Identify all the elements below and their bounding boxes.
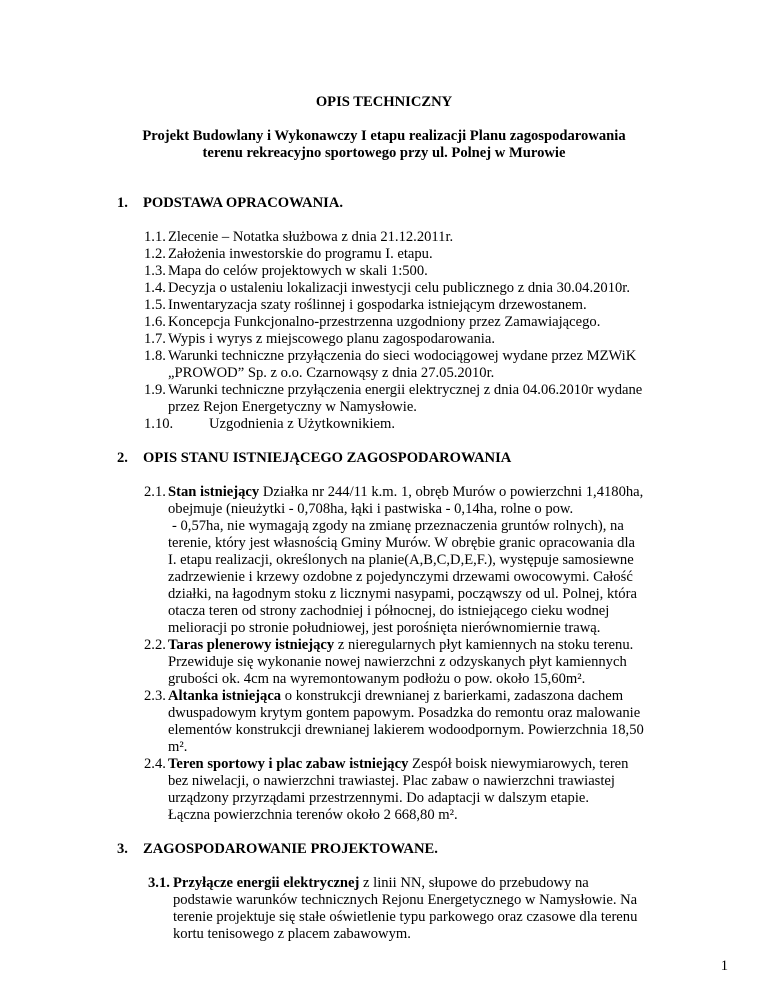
- list-item-2-3-bold-label: Altanka istniejąca: [168, 688, 282, 704]
- list-item-3-1-line-2: podstawie warunków technicznych Rejonu Energetycznego w Namysłowie. Na: [173, 892, 638, 908]
- list-item-2-1-line-4: terenie, który jest własnością Gminy Murów. W obrębie granic opracowania dla: [168, 535, 635, 551]
- section-2-heading: OPIS STANU ISTNIEJĄCEGO ZAGOSPODAROWANIA: [143, 450, 512, 466]
- list-item-2-1-line-1: Stan istniejący Działka nr 244/11 k.m. 1, obręb Murów o powierzchni 1,4180ha,: [168, 484, 644, 500]
- list-item-1-3: Mapa do celów projektowych w skali 1:500.: [168, 263, 428, 279]
- list-item-1-8-line-1: Warunki techniczne przyłączenia do sieci wodociągowej wydane przez MZWiK: [168, 348, 637, 364]
- list-item-1-1-number: 1.1.: [144, 229, 166, 245]
- section-3-heading: ZAGOSPODAROWANIE PROJEKTOWANE.: [143, 841, 438, 857]
- list-item-2-1-line-6: zadrzewienie i krzewy ozdobne z pojedynczymi drzewami owocowymi. Całość: [168, 569, 633, 585]
- section-1-number: 1.: [117, 195, 128, 211]
- list-item-1-5-number: 1.5.: [144, 297, 166, 313]
- list-item-1-10-number: 1.10.: [144, 416, 174, 432]
- list-item-2-2-line-2: Przewiduje się wykonanie nowej nawierzchni z odzyskanych płyt kamiennych: [168, 654, 627, 670]
- list-item-2-3-line-2: dwuspadowym krytym gontem papowym. Posadzka do remontu oraz malowanie: [168, 705, 641, 721]
- list-item-2-1-line-3: - 0,57ha, nie wymagają zgody na zmianę przeznaczenia gruntów rolnych), na: [172, 518, 624, 534]
- list-item-3-1-bold-label: Przyłącze energii elektrycznej: [173, 875, 360, 891]
- document-title: OPIS TECHNICZNY: [315, 94, 453, 110]
- list-item-2-2-line-1: Taras plenerowy istniejący z nieregularnych płyt kamiennych na stoku terenu.: [168, 637, 634, 653]
- list-item-2-1-line-7: działki, na łagodnym stoku z licznymi nasypami, począwszy od ul. Polnej, która: [168, 586, 637, 602]
- list-item-1-10: Uzgodnienia z Użytkownikiem.: [209, 416, 396, 432]
- list-item-2-4-bold-label: Teren sportowy i plac zabaw istniejący: [168, 756, 409, 772]
- list-item-3-1-line-1: Przyłącze energii elektrycznej z linii NN, słupowe do przebudowy na: [173, 875, 589, 891]
- list-item-1-9-line-2: przez Rejon Energetyczny w Namysłowie.: [168, 399, 417, 415]
- list-item-1-9-number: 1.9.: [144, 382, 166, 398]
- list-item-2-3-line-4: m².: [168, 739, 188, 755]
- list-item-1-7: Wypis i wyrys z miejscowego planu zagospodarowania.: [168, 331, 495, 347]
- list-item-1-2: Założenia inwestorskie do programu I. etapu.: [168, 246, 433, 262]
- list-item-2-1-line-5: I. etapu realizacji, określonych na planie(A,B,C,D,E,F.), występuje samosiewne: [168, 552, 634, 568]
- list-item-2-3-number: 2.3.: [144, 688, 166, 704]
- list-item-2-1-number: 2.1.: [144, 484, 166, 500]
- list-item-2-4-line-2: bez niwelacji, o nawierzchni trawiastej. Plac zabaw o nawierzchni trawiastej: [168, 773, 615, 789]
- list-item-2-1-line-2: obejmuje (nieużytki - 0,708ha, łąki i pastwiska - 0,14ha, rolne o pow.: [168, 501, 574, 517]
- list-item-1-6: Koncepcja Funkcjonalno-przestrzenna uzgodniony przez Zamawiającego.: [168, 314, 601, 330]
- list-item-1-2-number: 1.2.: [144, 246, 166, 262]
- list-item-2-4-number: 2.4.: [144, 756, 166, 772]
- list-item-1-8-number: 1.8.: [144, 348, 166, 364]
- list-item-2-2-bold-label: Taras plenerowy istniejący: [168, 637, 335, 653]
- list-item-1-4: Decyzja o ustaleniu lokalizacji inwestycji celu publicznego z dnia 30.04.2010r.: [168, 280, 630, 296]
- list-item-2-1-line-8: otacza teren od strony zachodniej i północnej, do istniejącego cieku wodnej: [168, 603, 610, 619]
- list-item-2-2-line-3: grubości ok. 4cm na wyremontowanym podłożu o pow. około 15,60m².: [168, 671, 586, 687]
- list-item-1-4-number: 1.4.: [144, 280, 166, 296]
- list-item-2-1-bold-label: Stan istniejący: [168, 484, 260, 500]
- list-item-2-3-line-3: elementów konstrukcji drewnianej lakierem wodoodpornym. Powierzchnia 18,50: [168, 722, 644, 738]
- list-item-3-1-number: 3.1.: [148, 875, 170, 891]
- list-item-2-4-line-1: Teren sportowy i plac zabaw istniejący Zespół boisk niewymiarowych, teren: [168, 756, 629, 772]
- list-item-1-9-line-1: Warunki techniczne przyłączenia energii elektrycznej z dnia 04.06.2010r wydane: [168, 382, 643, 398]
- list-item-3-1-line-4: kortu tenisowego z placem zabawowym.: [173, 926, 411, 942]
- list-item-2-4-line-3: urządzony przyrządami przestrzennymi. Do adaptacji w dalszym etapie.: [168, 790, 590, 806]
- list-item-1-6-number: 1.6.: [144, 314, 166, 330]
- list-item-1-5: Inwentaryzacja szaty roślinnej i gospodarka istniejącym drzewostanem.: [168, 297, 587, 313]
- list-item-2-4-line-4: Łączna powierzchnia terenów około 2 668,80 m².: [168, 807, 458, 823]
- list-item-2-3-line-1: Altanka istniejąca o konstrukcji drewnianej z barierkami, zadaszona dachem: [168, 688, 624, 704]
- list-item-1-3-number: 1.3.: [144, 263, 166, 279]
- list-item-2-2-number: 2.2.: [144, 637, 166, 653]
- list-item-2-1-line-9: melioracji po stronie południowej, jest porośnięta nierównomiernie trawą.: [168, 620, 601, 636]
- list-item-1-7-number: 1.7.: [144, 331, 166, 347]
- section-1-heading: PODSTAWA OPRACOWANIA.: [143, 195, 344, 211]
- list-item-1-1: Zlecenie – Notatka służbowa z dnia 21.12.2011r.: [168, 229, 454, 245]
- document-subtitle-line-1: Projekt Budowlany i Wykonawczy I etapu realizacji Planu zagospodarowania: [142, 128, 626, 144]
- section-3-number: 3.: [117, 841, 128, 857]
- list-item-3-1-line-3: terenie projektuje się stałe oświetlenie typu parkowego oraz czasowe dla terenu: [173, 909, 638, 925]
- document-subtitle-line-2: terenu rekreacyjno sportowego przy ul. Polnej w Murowie: [202, 145, 566, 161]
- page-number: 1: [720, 958, 728, 974]
- list-item-1-8-line-2: „PROWOD” Sp. z o.o. Czarnowąsy z dnia 27.05.2010r.: [168, 365, 495, 381]
- section-2-number: 2.: [117, 450, 128, 466]
